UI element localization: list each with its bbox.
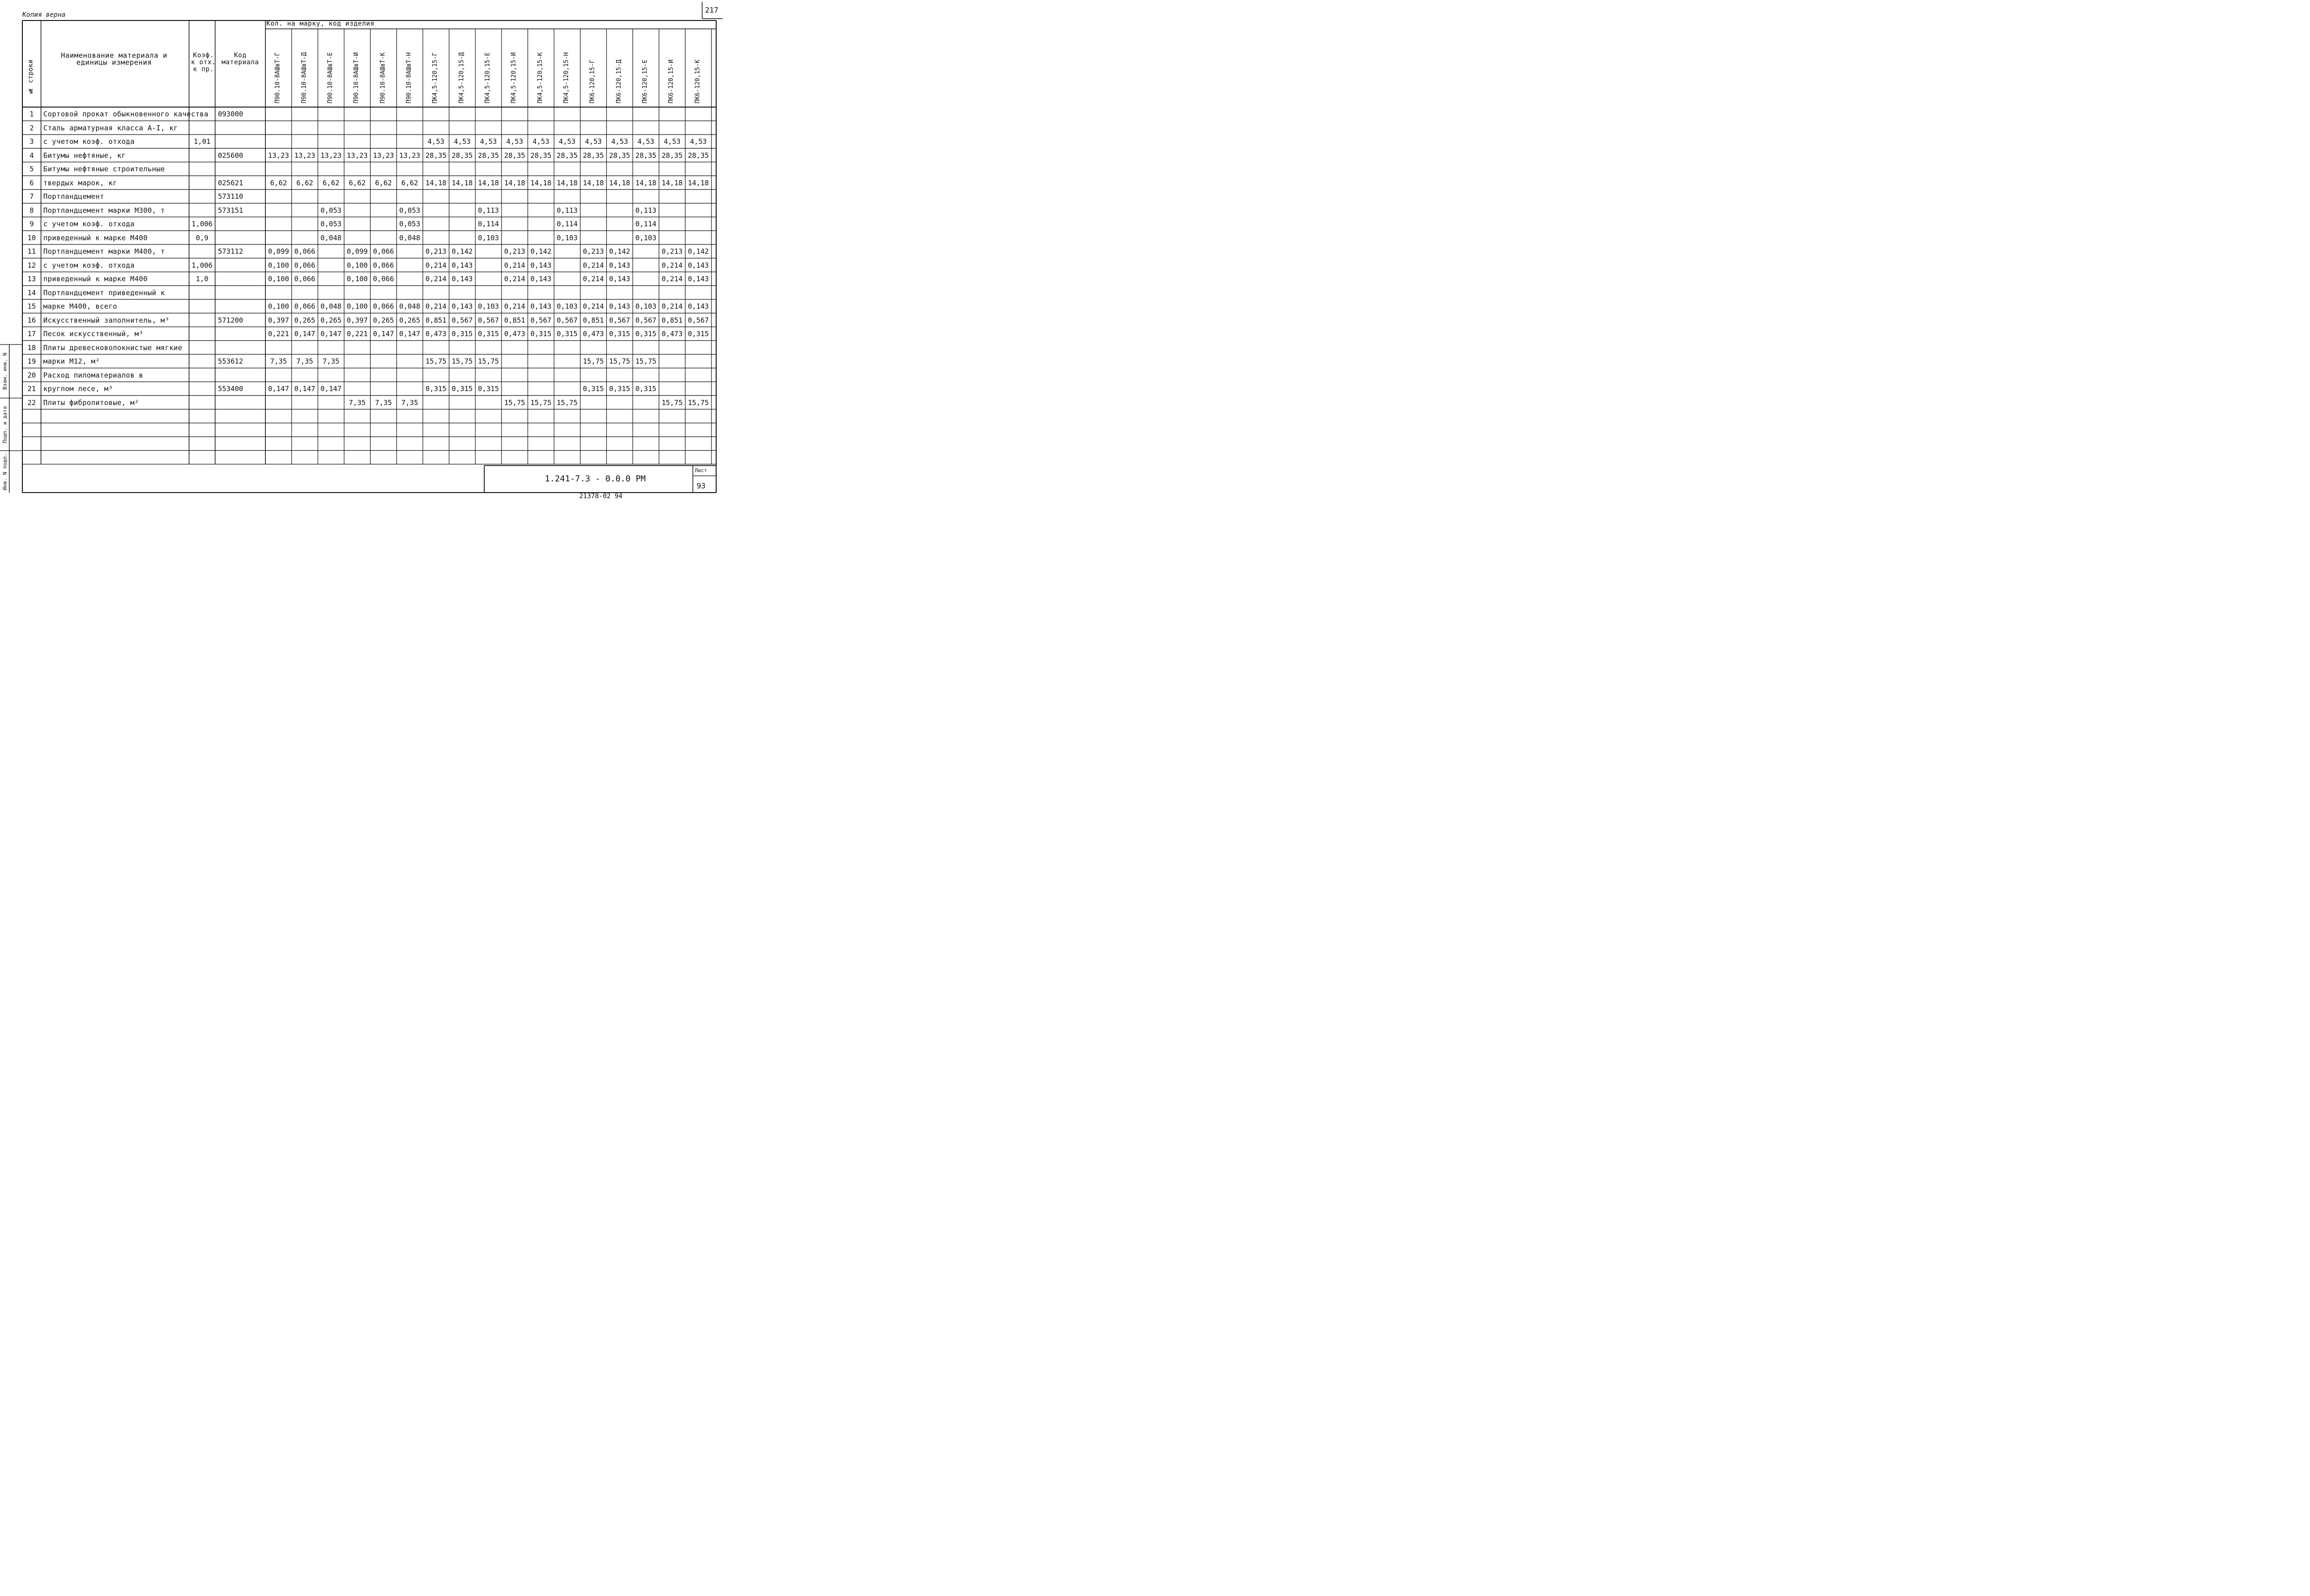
- row-name: с учетом коэф. отхода: [43, 220, 135, 228]
- row-number: 17: [27, 330, 36, 338]
- value-cell: 0,103: [478, 302, 499, 311]
- row-code: 025621: [218, 178, 244, 187]
- value-cell: 0,142: [609, 247, 630, 256]
- product-header: ПК6-120,15-Г: [589, 60, 596, 103]
- value-cell: 28,35: [688, 151, 709, 160]
- value-cell: 0,066: [373, 302, 394, 311]
- value-cell: 28,35: [583, 151, 604, 160]
- value-cell: 0,567: [478, 316, 499, 325]
- value-cell: 4,53: [611, 137, 628, 146]
- value-cell: 15,75: [583, 357, 604, 365]
- header-code: Код материала: [221, 52, 259, 66]
- row-coef: [189, 368, 215, 382]
- value-cell: 0,473: [504, 330, 525, 338]
- value-cell: 0,567: [635, 316, 657, 325]
- row-coef: [189, 396, 215, 410]
- value-cell: 0,213: [425, 247, 447, 256]
- row-code: [218, 368, 264, 382]
- row-code: [218, 217, 264, 231]
- row-number: 6: [29, 178, 34, 187]
- row-name: Портландцемент: [43, 192, 104, 201]
- row-coef: [189, 341, 215, 355]
- value-cell: 0,315: [425, 385, 447, 393]
- row-number: 21: [27, 385, 36, 393]
- value-cell: 0,114: [556, 220, 578, 228]
- value-cell: 13,23: [399, 151, 420, 160]
- value-cell: 0,214: [661, 302, 683, 311]
- value-cell: 0,214: [504, 302, 525, 311]
- header-row-number: № строки: [27, 59, 34, 95]
- row-name: Плиты древесноволокнистые мягкие: [43, 343, 183, 352]
- value-cell: 0,143: [609, 275, 630, 283]
- value-cell: 0,315: [452, 330, 473, 338]
- row-coef: [189, 203, 215, 217]
- value-cell: 4,53: [454, 137, 471, 146]
- value-cell: 4,53: [637, 137, 655, 146]
- copy-note: Копия верна: [22, 11, 66, 19]
- row-name: Портландцемент марки М300, т: [43, 206, 165, 215]
- value-cell: 0,143: [530, 261, 552, 270]
- value-cell: 15,75: [478, 357, 499, 365]
- value-cell: 28,35: [556, 151, 578, 160]
- row-number: 3: [29, 137, 34, 146]
- row-coef: [189, 244, 215, 258]
- side-label-replace: Взам. инв. N: [2, 352, 8, 390]
- row-number: 2: [29, 123, 34, 132]
- row-name: круглом лесе, м³: [43, 385, 113, 393]
- value-cell: 4,53: [427, 137, 445, 146]
- value-cell: 0,567: [556, 316, 578, 325]
- value-cell: 0,143: [452, 261, 473, 270]
- value-cell: 0,214: [425, 275, 447, 283]
- value-cell: 0,143: [688, 302, 709, 311]
- product-header: П90.10-8АШвТ-Г: [274, 52, 282, 103]
- row-code: [218, 135, 264, 149]
- value-cell: 0,143: [530, 302, 552, 311]
- value-cell: 0,103: [635, 233, 657, 242]
- value-cell: 0,265: [320, 316, 342, 325]
- product-header: ПК6-120,15-Е: [642, 60, 649, 103]
- value-cell: 0,147: [373, 330, 394, 338]
- value-cell: 0,315: [530, 330, 552, 338]
- row-number: 8: [29, 206, 34, 215]
- value-cell: 0,214: [583, 261, 604, 270]
- value-cell: 0,315: [635, 385, 657, 393]
- row-coef: [189, 299, 215, 313]
- product-header: П90.10-8АШвТ-Д: [300, 52, 308, 103]
- value-cell: 0,066: [294, 302, 316, 311]
- side-label-sign: Подп. и дата: [2, 406, 8, 443]
- product-header: П90.10-8АШвТ-К: [379, 52, 386, 103]
- value-cell: 0,142: [530, 247, 552, 256]
- value-cell: 14,18: [609, 178, 630, 187]
- value-cell: 15,75: [609, 357, 630, 365]
- value-cell: 0,147: [399, 330, 420, 338]
- value-cell: 0,851: [425, 316, 447, 325]
- value-cell: 15,75: [635, 357, 657, 365]
- row-code: [218, 341, 264, 355]
- row-coef: [189, 176, 215, 190]
- row-code: [218, 396, 264, 410]
- value-cell: 14,18: [661, 178, 683, 187]
- row-code: 571200: [218, 316, 244, 325]
- value-cell: 0,113: [556, 206, 578, 215]
- product-header: ПК4,5-120,15-Н: [563, 52, 570, 103]
- value-cell: 6,62: [401, 178, 418, 187]
- row-coef: [189, 162, 215, 176]
- row-name: Искусственный заполнитель, м³: [43, 316, 169, 325]
- value-cell: 4,53: [558, 137, 576, 146]
- bottom-note: 21378-02 94: [579, 493, 623, 500]
- value-cell: 0,066: [373, 261, 394, 270]
- value-cell: 0,143: [609, 261, 630, 270]
- row-number: 10: [27, 233, 36, 242]
- row-coef: 0,9: [196, 233, 209, 242]
- value-cell: 7,35: [349, 398, 366, 407]
- row-coef: [189, 121, 215, 135]
- row-coef: [189, 107, 215, 121]
- value-cell: 0,142: [688, 247, 709, 256]
- value-cell: 14,18: [688, 178, 709, 187]
- row-name: приведенный к марке М400: [43, 275, 148, 283]
- product-header: ПК6-120,15-К: [694, 60, 701, 103]
- value-cell: 13,23: [346, 151, 368, 160]
- row-number: 9: [29, 220, 34, 228]
- value-cell: 0,315: [609, 330, 630, 338]
- value-cell: 0,147: [320, 330, 342, 338]
- value-cell: 0,147: [294, 330, 316, 338]
- row-code: [218, 258, 264, 272]
- value-cell: 0,100: [268, 302, 289, 311]
- value-cell: 6,62: [270, 178, 287, 187]
- value-cell: 14,18: [635, 178, 657, 187]
- row-code: [218, 272, 264, 286]
- value-cell: 15,75: [688, 398, 709, 407]
- row-name: Битумы нефтяные строительные: [43, 165, 165, 173]
- row-code: 093000: [218, 110, 244, 118]
- row-code: 025600: [218, 151, 244, 160]
- row-name: с учетом коэф. отхода: [43, 137, 135, 146]
- value-cell: 0,473: [425, 330, 447, 338]
- value-cell: 0,066: [373, 275, 394, 283]
- value-cell: 0,099: [268, 247, 289, 256]
- value-cell: 6,62: [349, 178, 366, 187]
- value-cell: 0,103: [556, 233, 578, 242]
- row-number: 7: [29, 192, 34, 201]
- value-cell: 0,315: [583, 385, 604, 393]
- value-cell: 0,066: [373, 247, 394, 256]
- value-cell: 0,315: [609, 385, 630, 393]
- row-code: 573151: [218, 206, 244, 215]
- value-cell: 0,103: [556, 302, 578, 311]
- row-code: [218, 327, 264, 341]
- row-coef: 1,01: [193, 137, 211, 146]
- side-label-inv: Инв. N подл.: [2, 453, 8, 490]
- value-cell: 0,103: [635, 302, 657, 311]
- value-cell: 0,473: [583, 330, 604, 338]
- value-cell: 15,75: [452, 357, 473, 365]
- row-number: 18: [27, 343, 36, 352]
- row-coef: [189, 382, 215, 396]
- row-coef: [189, 286, 215, 300]
- value-cell: 0,473: [661, 330, 683, 338]
- value-cell: 0,100: [346, 261, 368, 270]
- value-cell: 13,23: [373, 151, 394, 160]
- value-cell: 0,147: [268, 385, 289, 393]
- value-cell: 0,315: [688, 330, 709, 338]
- value-cell: 0,048: [399, 233, 420, 242]
- value-cell: 28,35: [504, 151, 525, 160]
- value-cell: 0,315: [478, 330, 499, 338]
- product-header: П90.10-8АШвТ-И: [353, 52, 360, 103]
- value-cell: 4,53: [532, 137, 549, 146]
- row-code: [218, 286, 264, 300]
- row-code: [218, 299, 264, 313]
- value-cell: 7,35: [401, 398, 418, 407]
- row-name: Сортовой прокат обыкновенного качества: [43, 110, 209, 118]
- value-cell: 0,214: [425, 261, 447, 270]
- value-cell: 0,114: [478, 220, 499, 228]
- row-name: Плиты фибролитовые, м²: [43, 398, 139, 407]
- value-cell: 4,53: [480, 137, 497, 146]
- row-coef: [189, 149, 215, 162]
- product-header: ПК4,5-120,15-И: [510, 52, 518, 103]
- value-cell: 0,113: [635, 206, 657, 215]
- stamp-sheet-number: 93: [697, 481, 706, 490]
- value-cell: 0,048: [320, 233, 342, 242]
- value-cell: 4,53: [506, 137, 523, 146]
- value-cell: 0,397: [346, 316, 368, 325]
- value-cell: 0,214: [504, 261, 525, 270]
- row-number: 22: [27, 398, 36, 407]
- row-name: марки М12, м²: [43, 357, 100, 365]
- value-cell: 0,066: [294, 247, 316, 256]
- header-name: Наименование материала и единицы измерения: [61, 51, 168, 67]
- value-cell: 0,114: [635, 220, 657, 228]
- row-coef: 1,0: [196, 275, 209, 283]
- value-cell: 0,100: [346, 302, 368, 311]
- value-cell: 0,103: [478, 233, 499, 242]
- value-cell: 0,143: [452, 302, 473, 311]
- value-cell: 0,147: [294, 385, 316, 393]
- value-cell: 7,35: [375, 398, 392, 407]
- row-code: [218, 162, 264, 176]
- value-cell: 0,143: [609, 302, 630, 311]
- value-cell: 0,214: [425, 302, 447, 311]
- value-cell: 28,35: [661, 151, 683, 160]
- value-cell: 0,567: [609, 316, 630, 325]
- row-number: 13: [27, 275, 36, 283]
- row-name: Расход пиломатериалов в: [43, 371, 143, 379]
- value-cell: 4,53: [664, 137, 681, 146]
- value-cell: 0,214: [661, 275, 683, 283]
- value-cell: 0,214: [583, 275, 604, 283]
- row-number: 12: [27, 261, 36, 270]
- row-number: 11: [27, 247, 36, 256]
- value-cell: 14,18: [478, 178, 499, 187]
- product-header: ПК6-120,15-И: [668, 60, 675, 103]
- product-header: ПК4,5-120,15-Е: [484, 52, 491, 103]
- row-number: 14: [27, 288, 36, 297]
- row-coef: [189, 313, 215, 327]
- stamp-sheet-label: Лист: [695, 467, 707, 473]
- product-header: ПК4,5-120,15-Д: [458, 52, 465, 103]
- value-cell: 0,143: [452, 275, 473, 283]
- value-cell: 6,62: [322, 178, 339, 187]
- value-cell: 0,053: [320, 206, 342, 215]
- value-cell: 0,143: [688, 261, 709, 270]
- value-cell: 13,23: [320, 151, 342, 160]
- row-name: с учетом коэф. отхода: [43, 261, 135, 270]
- row-coef: [189, 354, 215, 368]
- value-cell: 28,35: [478, 151, 499, 160]
- value-cell: 0,567: [452, 316, 473, 325]
- row-code: 553400: [218, 385, 244, 393]
- value-cell: 28,35: [530, 151, 552, 160]
- drawing-sheet: [0, 0, 723, 499]
- value-cell: 0,048: [320, 302, 342, 311]
- row-name: Портландцемент марки М400, т: [43, 247, 165, 256]
- row-name: приведенный к марке М400: [43, 233, 148, 242]
- value-cell: 0,265: [399, 316, 420, 325]
- value-cell: 0,265: [373, 316, 394, 325]
- value-cell: 14,18: [504, 178, 525, 187]
- value-cell: 0,851: [504, 316, 525, 325]
- value-cell: 15,75: [530, 398, 552, 407]
- value-cell: 0,100: [268, 275, 289, 283]
- value-cell: 13,23: [294, 151, 316, 160]
- value-cell: 14,18: [425, 178, 447, 187]
- row-name: Песок искусственный, м³: [43, 330, 143, 338]
- value-cell: 0,851: [583, 316, 604, 325]
- row-name: Битумы нефтяные, кг: [43, 151, 126, 160]
- header-coef: Коэф. к отх. к пр.: [191, 52, 216, 73]
- sheet-corner-number: 217: [705, 6, 718, 14]
- row-name: Сталь арматурная класса А-I, кг: [43, 123, 178, 132]
- value-cell: 4,53: [690, 137, 707, 146]
- value-cell: 0,066: [294, 275, 316, 283]
- value-cell: 4,53: [585, 137, 602, 146]
- value-cell: 0,214: [583, 302, 604, 311]
- product-header: ПК4,5-120,15-Г: [432, 52, 439, 103]
- value-cell: 0,265: [294, 316, 316, 325]
- value-cell: 28,35: [635, 151, 657, 160]
- value-cell: 0,213: [583, 247, 604, 256]
- row-code: 553612: [218, 357, 244, 365]
- row-number: 19: [27, 357, 36, 365]
- value-cell: 0,214: [661, 261, 683, 270]
- value-cell: 15,75: [504, 398, 525, 407]
- row-code: 573112: [218, 247, 244, 256]
- stamp-doc-code: 1.241-7.3 - 0.0.0 РМ: [545, 474, 646, 484]
- value-cell: 0,213: [504, 247, 525, 256]
- value-cell: 7,35: [322, 357, 339, 365]
- value-cell: 13,23: [268, 151, 289, 160]
- value-cell: 6,62: [296, 178, 313, 187]
- value-cell: 0,100: [346, 275, 368, 283]
- value-cell: 0,397: [268, 316, 289, 325]
- header-group: Кол. на марку, код изделия: [266, 20, 375, 27]
- row-coef: 1,006: [191, 220, 213, 228]
- value-cell: 0,315: [556, 330, 578, 338]
- value-cell: 14,18: [452, 178, 473, 187]
- value-cell: 0,221: [268, 330, 289, 338]
- value-cell: 28,35: [609, 151, 630, 160]
- row-name: Портландцемент приведенный к: [43, 288, 165, 297]
- value-cell: 14,18: [583, 178, 604, 187]
- product-header: ПК4,5-120,15-К: [536, 52, 544, 103]
- value-cell: 0,100: [268, 261, 289, 270]
- value-cell: 7,35: [270, 357, 287, 365]
- value-cell: 0,214: [504, 275, 525, 283]
- value-cell: 0,099: [346, 247, 368, 256]
- value-cell: 0,053: [399, 206, 420, 215]
- row-number: 15: [27, 302, 36, 311]
- row-number: 20: [27, 371, 36, 379]
- value-cell: 14,18: [556, 178, 578, 187]
- row-code: 573110: [218, 192, 244, 201]
- value-cell: 0,143: [688, 275, 709, 283]
- value-cell: 0,113: [478, 206, 499, 215]
- value-cell: 0,053: [399, 220, 420, 228]
- value-cell: 0,315: [452, 385, 473, 393]
- value-cell: 0,567: [688, 316, 709, 325]
- row-coef: [189, 189, 215, 203]
- row-coef: [189, 327, 215, 341]
- product-header: П90.10-8АШвТ-Е: [326, 52, 334, 103]
- value-cell: 0,851: [661, 316, 683, 325]
- value-cell: 0,315: [478, 385, 499, 393]
- value-cell: 0,142: [452, 247, 473, 256]
- value-cell: 28,35: [452, 151, 473, 160]
- row-code: [218, 231, 264, 245]
- value-cell: 15,75: [661, 398, 683, 407]
- product-header: П90.10-8АШвТ-Н: [405, 52, 413, 103]
- value-cell: 6,62: [375, 178, 392, 187]
- row-number: 16: [27, 316, 36, 325]
- value-cell: 0,147: [320, 385, 342, 393]
- row-number: 5: [29, 165, 34, 173]
- value-cell: 0,221: [346, 330, 368, 338]
- value-cell: 0,143: [530, 275, 552, 283]
- row-name: марке М400, всего: [43, 302, 117, 311]
- row-coef: 1,006: [191, 261, 213, 270]
- value-cell: 0,048: [399, 302, 420, 311]
- row-code: [218, 121, 264, 135]
- value-cell: 15,75: [556, 398, 578, 407]
- value-cell: 0,066: [294, 261, 316, 270]
- row-name: твердых марок, кг: [43, 178, 117, 187]
- value-cell: 0,567: [530, 316, 552, 325]
- value-cell: 0,315: [635, 330, 657, 338]
- product-header: ПК6-120,15-Д: [615, 60, 623, 103]
- value-cell: 14,18: [530, 178, 552, 187]
- value-cell: 0,053: [320, 220, 342, 228]
- row-number: 4: [29, 151, 34, 160]
- value-cell: 28,35: [425, 151, 447, 160]
- value-cell: 15,75: [425, 357, 447, 365]
- row-number: 1: [29, 110, 34, 118]
- value-cell: 7,35: [296, 357, 313, 365]
- value-cell: 0,213: [661, 247, 683, 256]
